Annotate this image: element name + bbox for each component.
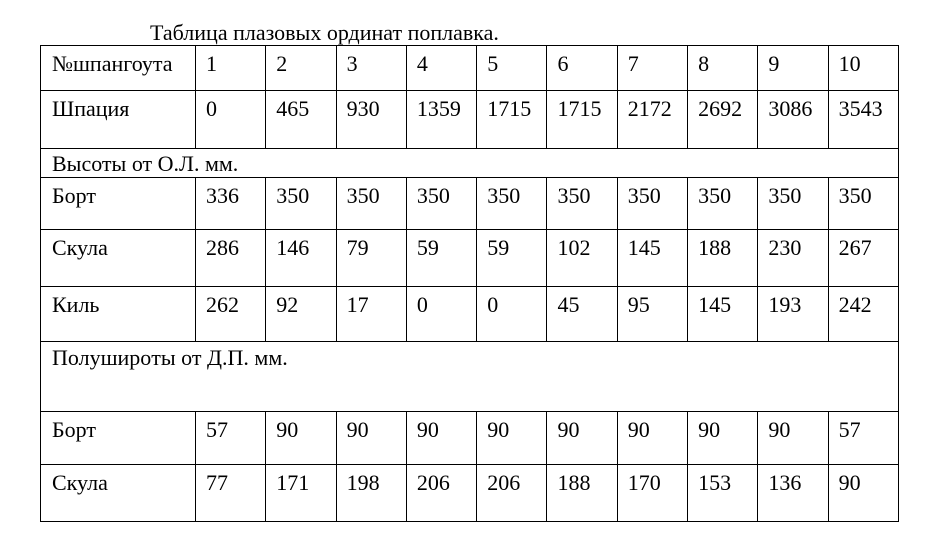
spacing-cell: 3086 (758, 91, 828, 149)
value-cell: 90 (758, 412, 828, 465)
spacing-cell: 930 (336, 91, 406, 149)
value-cell: 350 (617, 178, 687, 230)
heights-kil-row (41, 287, 899, 342)
value-cell: 198 (336, 465, 406, 522)
row-label: Скула (41, 465, 196, 522)
row-label: Киль (41, 287, 196, 342)
heights-bort-row (41, 178, 899, 230)
value-cell: 171 (266, 465, 336, 522)
frame-number-label: №шпангоута (41, 46, 196, 91)
value-cell: 59 (477, 230, 547, 287)
value-cell: 350 (477, 178, 547, 230)
table-title: Таблица плазовых ординат поплавка. (150, 20, 499, 45)
value-cell: 0 (477, 287, 547, 342)
value-cell: 90 (406, 412, 476, 465)
heights-section-row (41, 149, 899, 178)
value-cell: 193 (758, 287, 828, 342)
spacing-cell: 1715 (477, 91, 547, 149)
value-cell: 350 (828, 178, 898, 230)
value-cell: 146 (266, 230, 336, 287)
value-cell: 90 (477, 412, 547, 465)
spacing-cell: 0 (196, 91, 266, 149)
half-breadths-section-row (41, 342, 899, 412)
half-breadths-section-label: Полуширoты от Д.П. мм. (41, 342, 899, 412)
value-cell: 79 (336, 230, 406, 287)
value-cell: 262 (196, 287, 266, 342)
frame-number-cell: 10 (828, 46, 898, 91)
value-cell: 90 (688, 412, 758, 465)
value-cell: 170 (617, 465, 687, 522)
value-cell: 59 (406, 230, 476, 287)
frame-number-cell: 2 (266, 46, 336, 91)
spacing-label: Шпация (41, 91, 196, 149)
value-cell: 45 (547, 287, 617, 342)
frame-number-row (41, 46, 899, 91)
value-cell: 230 (758, 230, 828, 287)
value-cell: 350 (266, 178, 336, 230)
spacing-cell: 2172 (617, 91, 687, 149)
value-cell: 206 (477, 465, 547, 522)
spacing-cell: 1359 (406, 91, 476, 149)
value-cell: 286 (196, 230, 266, 287)
value-cell: 77 (196, 465, 266, 522)
offsets-table (40, 45, 899, 522)
value-cell: 350 (547, 178, 617, 230)
value-cell: 92 (266, 287, 336, 342)
value-cell: 57 (828, 412, 898, 465)
value-cell: 90 (266, 412, 336, 465)
value-cell: 350 (336, 178, 406, 230)
frame-number-cell: 1 (196, 46, 266, 91)
value-cell: 95 (617, 287, 687, 342)
value-cell: 350 (688, 178, 758, 230)
value-cell: 145 (688, 287, 758, 342)
value-cell: 102 (547, 230, 617, 287)
half-breadths-skula-row (41, 465, 899, 522)
value-cell: 0 (406, 287, 476, 342)
value-cell: 153 (688, 465, 758, 522)
spacing-row (41, 91, 899, 149)
frame-number-cell: 6 (547, 46, 617, 91)
value-cell: 136 (758, 465, 828, 522)
value-cell: 90 (617, 412, 687, 465)
row-label: Борт (41, 412, 196, 465)
frame-number-cell: 9 (758, 46, 828, 91)
heights-section-label: Высоты от О.Л. мм. (41, 149, 899, 178)
value-cell: 90 (547, 412, 617, 465)
spacing-cell: 465 (266, 91, 336, 149)
frame-number-cell: 4 (406, 46, 476, 91)
frame-number-cell: 8 (688, 46, 758, 91)
value-cell: 57 (196, 412, 266, 465)
value-cell: 188 (688, 230, 758, 287)
value-cell: 145 (617, 230, 687, 287)
value-cell: 242 (828, 287, 898, 342)
spacing-cell: 3543 (828, 91, 898, 149)
frame-number-cell: 7 (617, 46, 687, 91)
frame-number-cell: 5 (477, 46, 547, 91)
heights-skula-row (41, 230, 899, 287)
value-cell: 350 (758, 178, 828, 230)
value-cell: 90 (336, 412, 406, 465)
value-cell: 350 (406, 178, 476, 230)
half-breadths-bort-row (41, 412, 899, 465)
frame-number-cell: 3 (336, 46, 406, 91)
spacing-cell: 1715 (547, 91, 617, 149)
value-cell: 206 (406, 465, 476, 522)
spacing-cell: 2692 (688, 91, 758, 149)
row-label: Борт (41, 178, 196, 230)
value-cell: 188 (547, 465, 617, 522)
value-cell: 17 (336, 287, 406, 342)
value-cell: 267 (828, 230, 898, 287)
value-cell: 336 (196, 178, 266, 230)
value-cell: 90 (828, 465, 898, 522)
row-label: Скула (41, 230, 196, 287)
